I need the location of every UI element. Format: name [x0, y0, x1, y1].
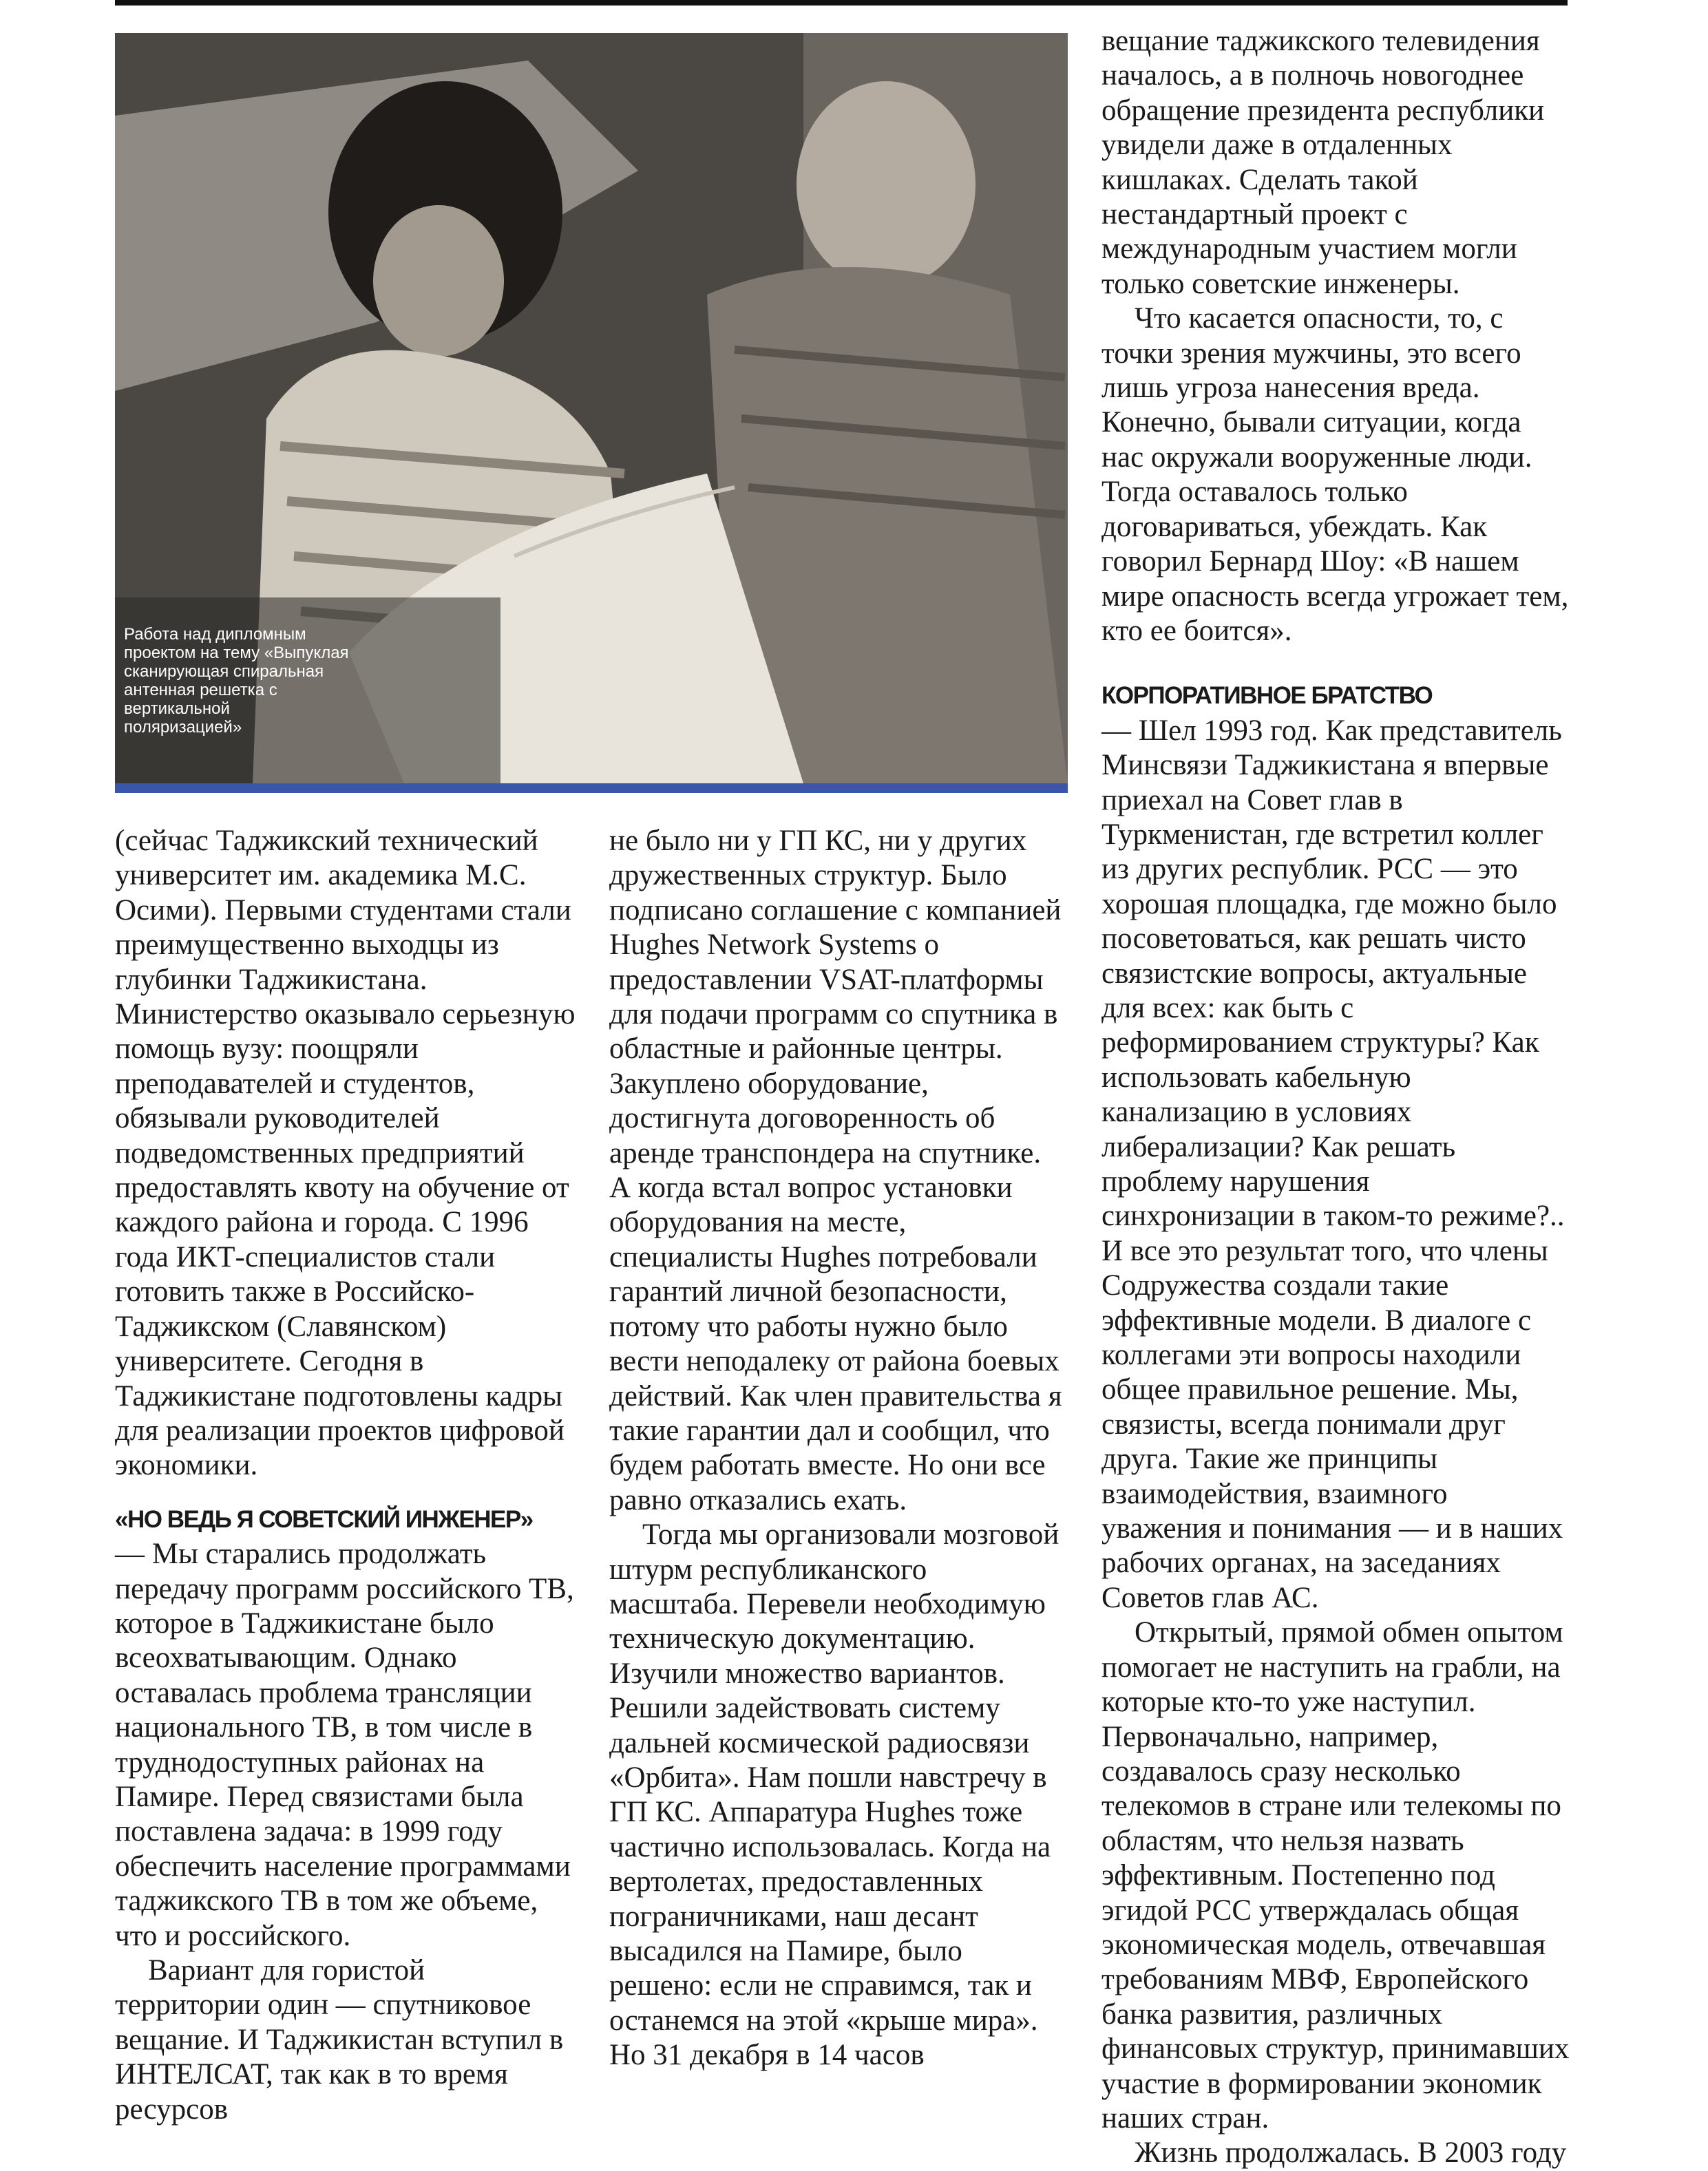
photo-accent-bar: [115, 783, 1068, 793]
paragraph: Тогда мы организовали мозговой штурм республиканского масштаба. Перевели необходимую техническую документацию. Изучили множество вариантов. Решили задействовать систему дальней космической радиосвязи «Орбита». Нам пошли навстречу в ГП КС. Аппаратура Hughes тоже частично использовалась. Когда на вертолетах, предоставленных пограничниками, наш десант высадился на Памире, было решено: если не справимся, так и останемся на этой «крыше мира». Но 31 декабря в 14 часов: [609, 1518, 1059, 2072]
photo-caption: Работа над дипломным проектом на тему «Выпуклая сканирующая спиральная антенная решетка с вертикальной поляризацией»: [124, 625, 349, 737]
paragraph: — Шел 1993 год. Как представитель Минсвязи Таджикистана я впервые приехал на Совет глав в Туркменистан, где встретил коллег из других республик. РСС — это хорошая площадка, где можно было посоветоваться, как решать чисто связистские вопросы, актуальные для всех: как быть с реформированием структуры? Как использовать кабельную канализацию в условиях либерализации? Как решать проблему нарушения синхронизации в таком-то режиме?.. И все это результат того, что члены Содружества создали такие эффективные модели. В диалоге с коллегами эти вопросы находили общее правильное решение. Мы, связисты, всегда понимали друг друга. Такие же принципы взаимодействия, взаимного уважения и понимания — и в наших рабочих органах, на заседаниях Советов глав АС.: [1101, 714, 1565, 1614]
text-column-1: [115, 824, 576, 2127]
paragraph: Открытый, прямой обмен опытом помогает не наступить на грабли, на которые кто-то уже наступил. Первоначально, например, создавалось сразу несколько телекомов в стране или телекомы по областям, что нельзя назвать эффективным. Постепенно под эгидой РСС утверждалась общая экономическая модель, отвечавшая требованиям МВФ, Европейского банка развития, различных финансовых структур, принимавших участие в формировании экономик наших стран.: [1101, 1616, 1570, 2135]
paragraph: Что касается опасности, то, с точки зрения мужчины, это всего лишь угроза нанесения вреда. Конечно, бывали ситуации, когда нас окружали вооруженные люди. Тогда оставалось только договариваться, убеждать. Как говорил Бернард Шоу: «В нашем мире опасность всегда угрожает тем, кто ее боится».: [1101, 302, 1569, 647]
text-column-3: [1101, 24, 1570, 2171]
paragraph: — Мы старались продолжать передачу программ российского ТВ, которое в Таджикистане было всеохватывающим. Однако оставалась проблема трансляции национального ТВ, в том числе в труднодоступных районах на Памире. Перед связистами была поставлена задача: в 1999 году обеспечить население программами таджикского ТВ в том же объеме, что и российского.: [115, 1538, 574, 1952]
paragraph: Вариант для гористой территории один — спутниковое вещание. И Таджикистан вступил в ИНТЕЛСАТ, так как в то время ресурсов: [115, 1954, 564, 2126]
top-rule: [115, 0, 1568, 6]
section-heading: КОРПОРАТИВНОЕ БРАТСТВО: [1101, 682, 1433, 710]
text-column-2: [609, 824, 1064, 2073]
paragraph: вещание таджикского телевидения началось, а в полночь новогоднее обращение президента республики увидели даже в отдаленных кишлаках. Сделать такой нестандартный проект с международным участием могли только советские инженеры.: [1101, 25, 1545, 300]
paragraph: Жизнь продолжалась. В 2003 году: [1135, 2137, 1567, 2170]
section-heading: «НО ВЕДЬ Я СОВЕТСКИЙ ИНЖЕНЕР»: [115, 1505, 533, 1533]
paragraph: не было ни у ГП КС, ни у других дружественных структур. Было подписано соглашение с компанией Hughes Network Systems о предоставлении VSAT-платформы для подачи программ со спутника в областные и районные центры. Закуплено оборудование, достигнута договоренность об аренде транспондера на спутнике. А когда встал вопрос установки оборудования на месте, специалисты Hughes потребовали гарантий личной безопасности, потому что работы нужно было вести неподалеку от района боевых действий. Как член правительства я такие гарантии дал и сообщил, что будем работать вместе. Но они все равно отказались ехать.: [609, 825, 1062, 1516]
paragraph: (сейчас Таджикский технический университет им. академика М.С. Осими). Первыми студентами стали преимущественно выходцы из глубинки Таджикистана. Министерство оказывало серьезную помощь вузу: поощряли преподавателей и студентов, обязывали руководителей подведомственных предприятий предоставлять квоту на обучение от каждого района и города. С 1996 года ИКТ-специалистов стали готовить также в Российско-Таджикском (Славянском) университете. Сегодня в Таджикистане подготовлены кадры для реализации проектов цифровой экономики.: [115, 825, 576, 1482]
